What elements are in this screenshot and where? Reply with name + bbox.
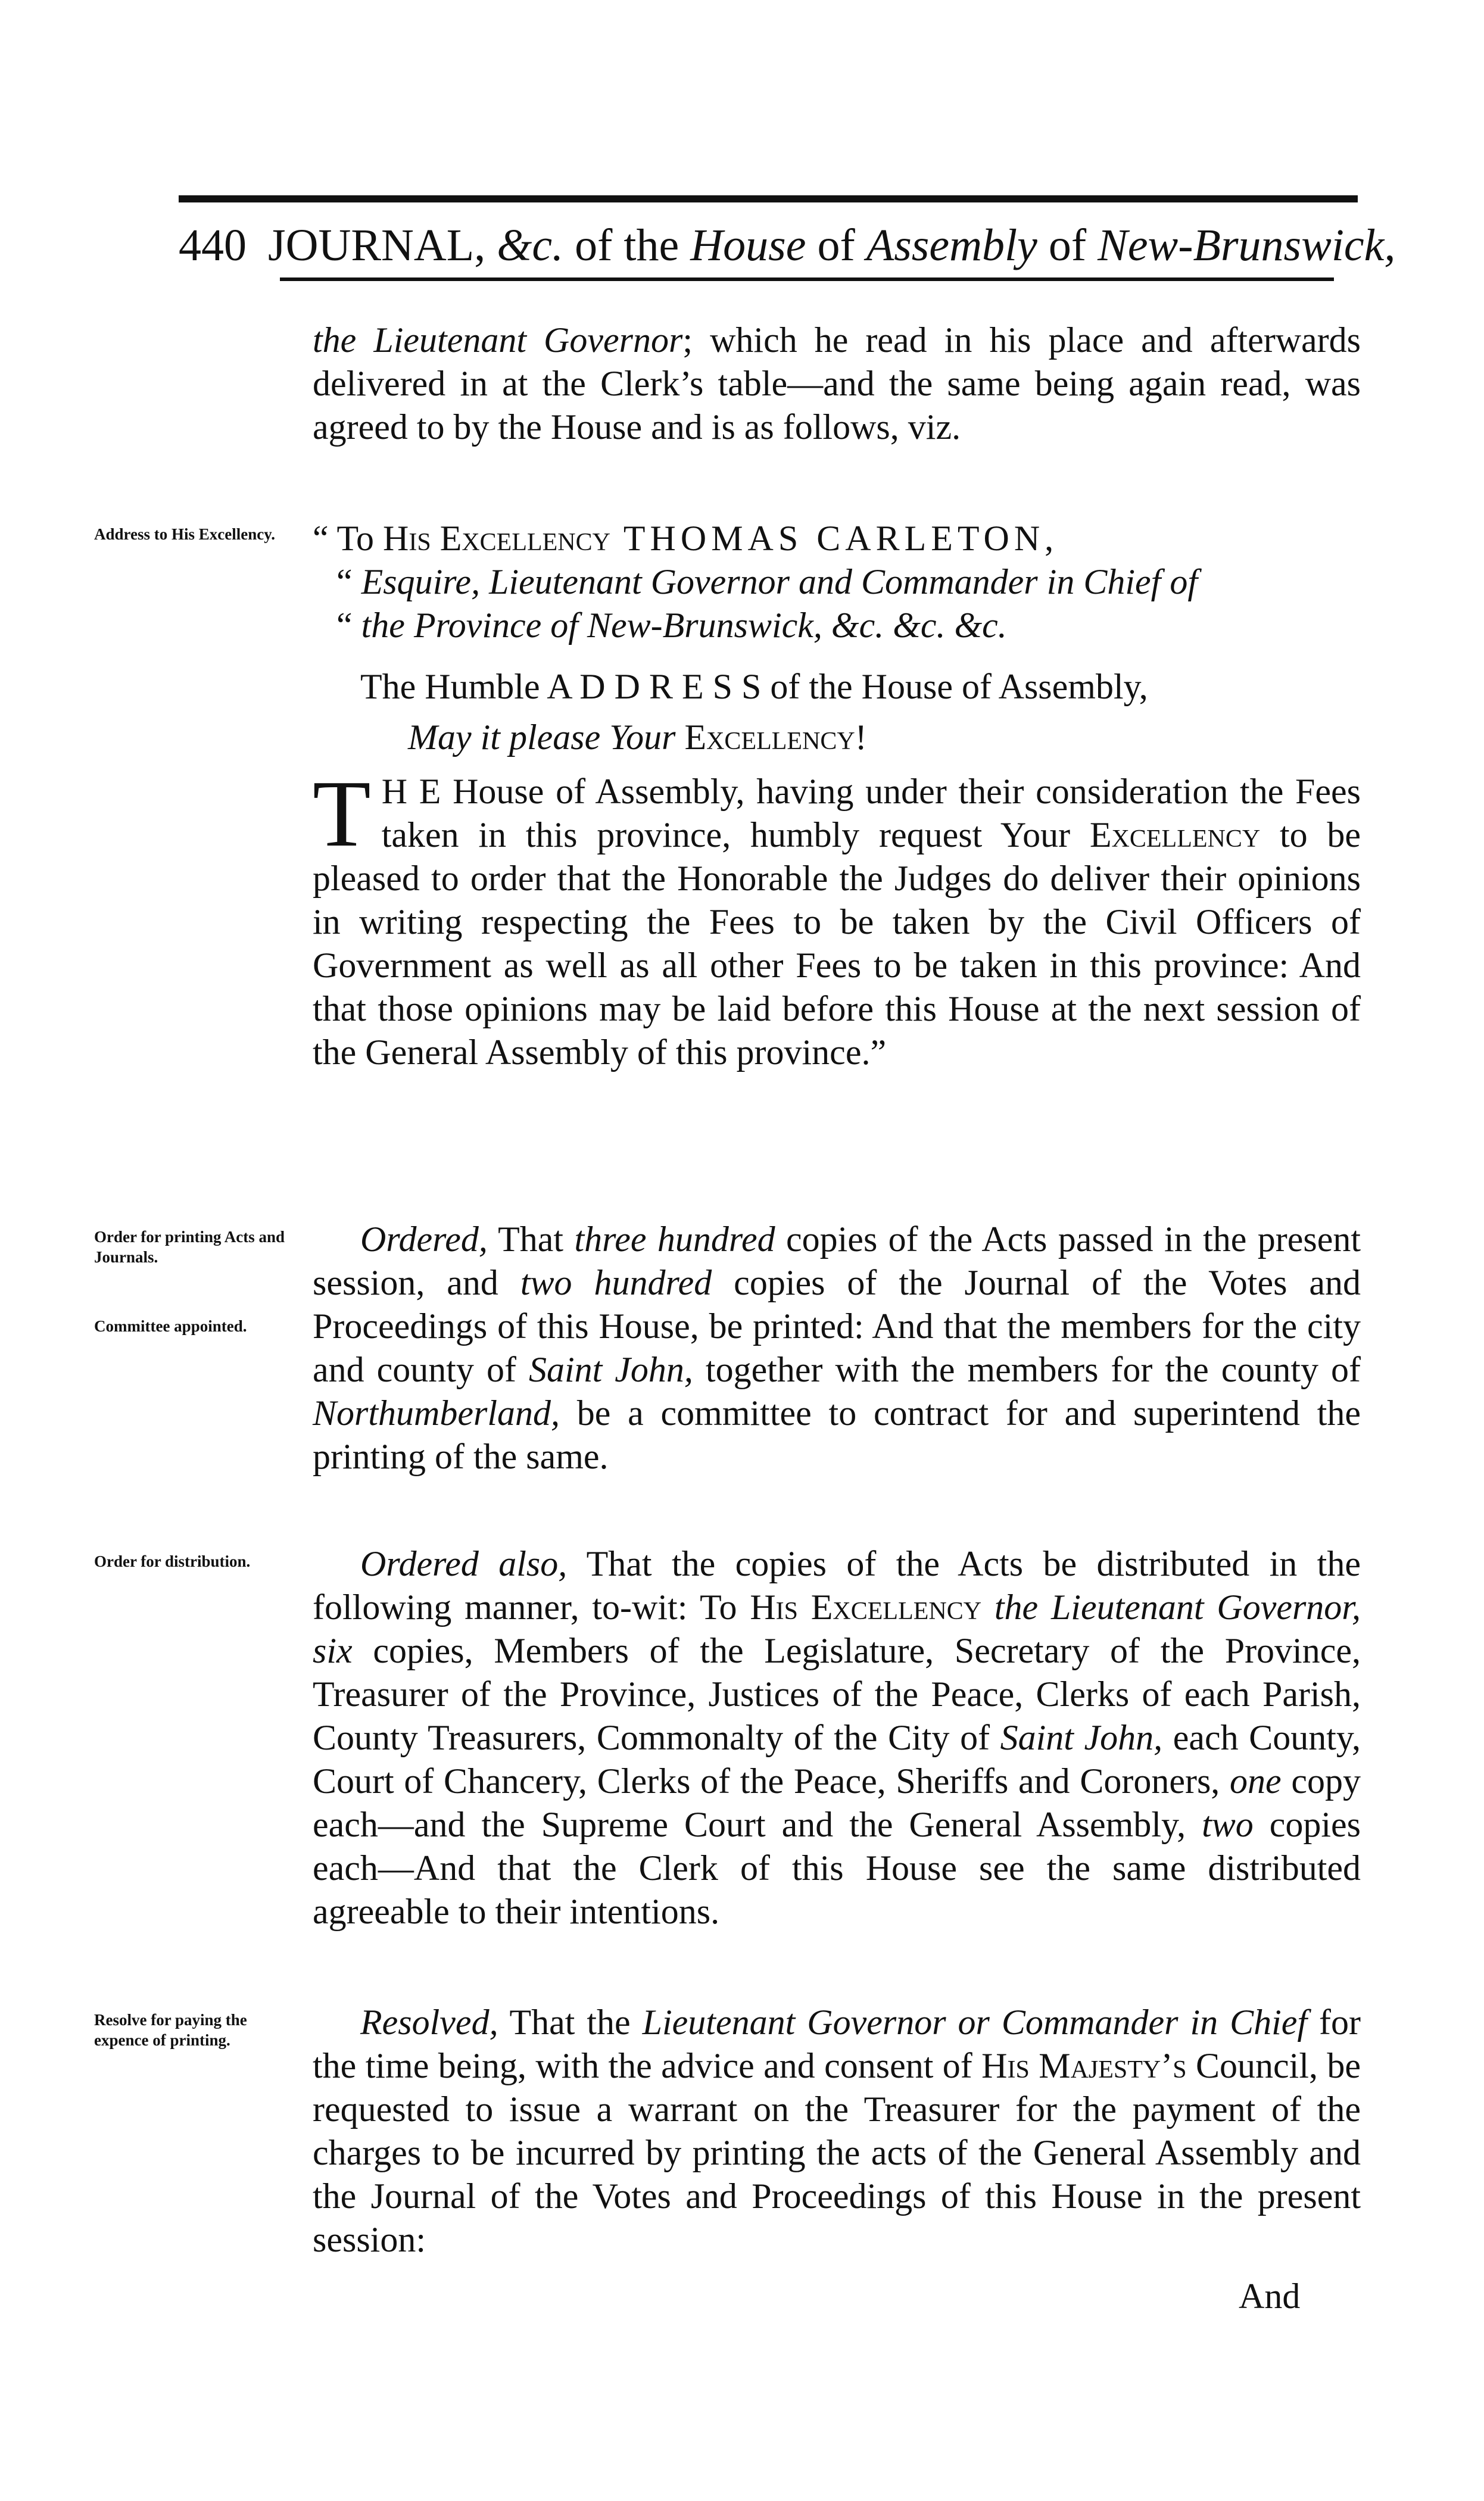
northumberland: Northumberland, <box>313 1393 560 1433</box>
text: copy each—and the Supreme Court and the General Assembly, <box>313 1761 1361 1844</box>
margin-note-resolve: Resolve for paying the expence of printing. <box>94 2011 247 2049</box>
header-assembly: Assembly <box>866 220 1037 270</box>
header-rule <box>280 277 1334 281</box>
intro-text: ; which he read in his place and afterwards delivered in at the Clerk’s table—and the same being again read, was agreed to by the House and is as follows, viz. <box>313 320 1361 447</box>
address-body-excellency: Excellency <box>1089 815 1261 855</box>
resolve-paragraph <box>313 2001 1361 2262</box>
one: one <box>1230 1761 1282 1801</box>
intro-lieutenant: the Lieutenant Governor <box>313 320 683 360</box>
journal-title: JOURNAL, <box>268 220 486 270</box>
margin-note-distribution: Order for distribution. <box>94 1552 251 1570</box>
lieutenant-governor-or-commander: Lieutenant Governor or Commander in Chief <box>642 2003 1308 2042</box>
header-province: New-Brunswick, <box>1098 220 1396 270</box>
margin-note-printing: Order for printing Acts and Journals. <box>94 1228 285 1266</box>
address-line-2: Esquire, Lieutenant Governor and Commander in Chief of <box>361 562 1198 601</box>
text: together with the members for the county of <box>693 1350 1361 1389</box>
address-body-2: to be pleased to order that the Honorable the Judges do deliver their opinions in writing respecting the Fees to be taken by the Civil Officers of Government as well as all other Fees to be taken in this province: And that those opinions may be laid before this House at the next session of the General Assembly of this province.” <box>313 815 1361 1072</box>
order-printing-paragraph <box>313 1218 1361 1479</box>
his-majestys: His Majesty’s <box>981 2046 1187 2085</box>
drop-cap: T <box>313 760 371 866</box>
salutation-excellency: Excellency! <box>675 718 867 757</box>
lieutenant-governor-six: the Lieutenant Governor, six <box>313 1588 1361 1670</box>
address-line-3: the Province of New-Brunswick, &c. &c. &c. <box>361 606 1007 645</box>
text: each County, Court of Chancery, Clerks of the Peace, Sheriffs and Coroners, <box>313 1718 1361 1801</box>
header-of-2: of <box>1048 220 1087 270</box>
page-number: 440 <box>179 220 247 270</box>
text: copies, Members of the Legislature, Secretary of the Province, Treasurer of the Province, Justices of the Peace, Clerks of each Parish, County Treasurers, Commonalty of the City of <box>313 1631 1361 1757</box>
text: be a committee to contract for and superintend the printing of the same. <box>313 1393 1361 1476</box>
order-distribution-paragraph <box>313 1542 1361 1934</box>
text <box>981 1588 994 1627</box>
three-hundred: three hundred <box>574 1220 775 1259</box>
text: That the copies of the Acts be distributed in the following manner, to-wit: To <box>313 1544 1361 1627</box>
header-of-the: of the <box>575 220 679 270</box>
text: copies each—And that the Clerk of this House see the same distributed agreeable to their intentions. <box>313 1805 1361 1931</box>
header-etc: &c. <box>497 220 564 270</box>
top-rule <box>179 195 1358 202</box>
quote-mark: “ <box>336 562 361 601</box>
saint-john: Saint John, <box>1000 1718 1163 1757</box>
text: Council, be requested to issue a warrant on the Treasurer for the payment of the charges to be incurred by printing the acts of the General Assembly and the Journal of the Votes and Proceedings of this House in the present session: <box>313 2046 1361 2259</box>
two: two <box>1202 1805 1254 1844</box>
address-his-excellency: His Excellency <box>383 519 610 558</box>
saint-john: Saint John, <box>528 1350 693 1389</box>
text: That <box>487 1220 575 1259</box>
his-excellency: His Excellency <box>750 1588 982 1627</box>
margin-note-address: Address to His Excellency. <box>94 525 276 543</box>
address-name: THOMAS CARLETON, <box>610 519 1059 558</box>
resolved: Resolved, <box>360 2003 498 2042</box>
ordered: Ordered, <box>360 1220 488 1259</box>
catchword: And <box>1239 2277 1301 2316</box>
intro-paragraph <box>313 319 1361 449</box>
text: for the time being, with the advice and consent of <box>313 2003 1361 2085</box>
address-humble: The Humble A D D R E S S of the House of Assembly, <box>360 667 1148 706</box>
margin-note-committee: Committee appointed. <box>94 1317 247 1335</box>
quote-mark: “ <box>336 606 361 645</box>
address-body <box>313 760 1361 1074</box>
quote-mark: “ To <box>313 519 384 558</box>
two-hundred: two hundred <box>520 1263 712 1302</box>
header-house: House <box>690 220 806 270</box>
salutation: May it please Your <box>408 718 676 757</box>
running-head <box>179 210 1396 281</box>
header-of: of <box>817 220 855 270</box>
ordered-also: Ordered also, <box>360 1544 568 1583</box>
text: copies of the Journal of the Votes and Proceedings of this House, be printed: And that the members for the city and county of <box>313 1263 1361 1389</box>
text: copies of the Acts passed in the present session, and <box>313 1220 1361 1302</box>
text: That the <box>498 2003 643 2042</box>
address-heading <box>313 517 1361 1074</box>
address-body-1: H E House of Assembly, having under their consideration the Fees taken in this province, humbly request Your <box>381 772 1361 855</box>
